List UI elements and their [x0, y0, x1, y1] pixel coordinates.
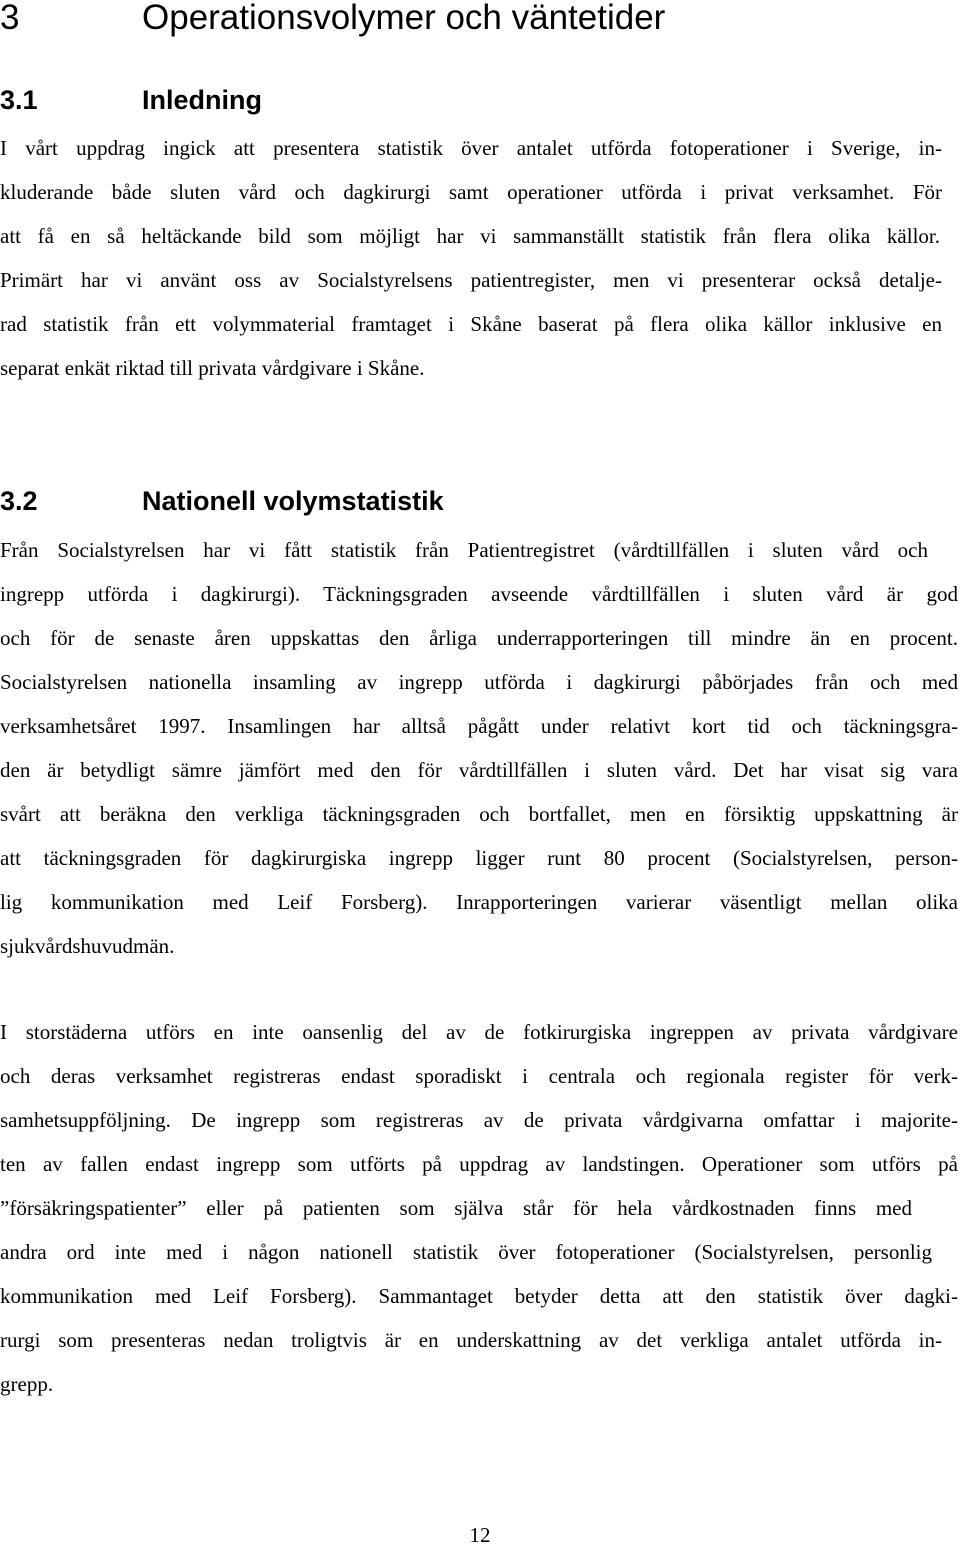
- text-line: att få en så heltäckande bild som möjligt har vi sammanställt statistik från flera olika källor.: [0, 224, 940, 248]
- text-line: kluderande både sluten vård och dagkirurgi samt operationer utförda i privat verksamhet. För: [0, 180, 942, 204]
- text-line: ingrepp utförda i dagkirurgi). Täckningsgraden avseende vårdtillfällen i sluten vård är god: [0, 582, 958, 606]
- text-line: andra ord inte med i någon nationell statistik över fotoperationer (Socialstyrelsen, personlig: [0, 1240, 932, 1264]
- text-line: lig kommunikation med Leif Forsberg). Inrapporteringen varierar väsentligt mellan olika: [0, 890, 958, 914]
- paragraph-inledning: [0, 126, 942, 390]
- chapter-title: Operationsvolymer och väntetider: [142, 0, 666, 37]
- text-line: I vårt uppdrag ingick att presentera statistik över antalet utförda fotoperationer i Sverige, in-: [0, 136, 942, 160]
- section-title: Nationell volymstatistik: [142, 486, 444, 516]
- text-line: Från Socialstyrelsen har vi fått statistik från Patientregistret (vårdtillfällen i sluten vård och: [0, 538, 928, 562]
- paragraph-patientregistret: [0, 528, 960, 968]
- text-line: Primärt har vi använt oss av Socialstyrelsens patientregister, men vi presenterar också detalje-: [0, 268, 942, 292]
- chapter-heading: [0, 0, 665, 42]
- text-line: svårt att beräkna den verkliga täckningsgraden och bortfallet, men en försiktig uppskattning är: [0, 802, 958, 826]
- page-number: 12: [469, 1523, 491, 1547]
- text-line: att täckningsgraden för dagkirurgiska ingrepp ligger runt 80 procent (Socialstyrelsen, person-: [0, 846, 958, 870]
- text-line: verksamhetsåret 1997. Insamlingen har alltså pågått under relativt kort tid och täckningsgra-: [0, 714, 958, 738]
- section-heading-nationell-volymstatistik: [0, 481, 444, 521]
- text-line: och deras verksamhet registreras endast sporadiskt i centrala och regionala register för verk-: [0, 1064, 958, 1088]
- section-number: 3.2: [0, 486, 38, 516]
- text-line: sjukvårdshuvudmän.: [0, 934, 175, 958]
- text-line: I storstäderna utförs en inte oansenlig del av de fotkirurgiska ingreppen av privata vårdgivare: [0, 1020, 958, 1044]
- text-line: ”försäkringspatienter” eller på patienten som själva står för hela vårdkostnaden finns med: [0, 1196, 912, 1220]
- text-line: samhetsuppföljning. De ingrepp som registreras av de privata vårdgivarna omfattar i majorite-: [0, 1108, 958, 1132]
- section-heading-inledning: [0, 80, 262, 120]
- text-line: den är betydligt sämre jämfört med den för vårdtillfällen i sluten vård. Det har visat sig vara: [0, 758, 958, 782]
- text-line: kommunikation med Leif Forsberg). Sammantaget betyder detta att den statistik över dagki-: [0, 1284, 958, 1308]
- chapter-number: 3: [0, 0, 20, 37]
- text-line: Socialstyrelsen nationella insamling av ingrepp utförda i dagkirurgi påbörjades från och med: [0, 670, 958, 694]
- text-line: och för de senaste åren uppskattas den årliga underrapporteringen till mindre än en procent.: [0, 626, 958, 650]
- text-line: rurgi som presenteras nedan troligtvis är en underskattning av det verkliga antalet utförda in-: [0, 1328, 942, 1352]
- paragraph-privata-vardgivare: [0, 1010, 960, 1406]
- text-line: rad statistik från ett volymmaterial framtaget i Skåne baserat på flera olika källor inklusive en: [0, 312, 942, 336]
- text-line: ten av fallen endast ingrepp som utförts på uppdrag av landstingen. Operationer som utförs på: [0, 1152, 958, 1176]
- section-number: 3.1: [0, 85, 38, 115]
- text-line: grepp.: [0, 1372, 54, 1396]
- section-title: Inledning: [142, 85, 262, 115]
- text-line: separat enkät riktad till privata vårdgivare i Skåne.: [0, 356, 425, 380]
